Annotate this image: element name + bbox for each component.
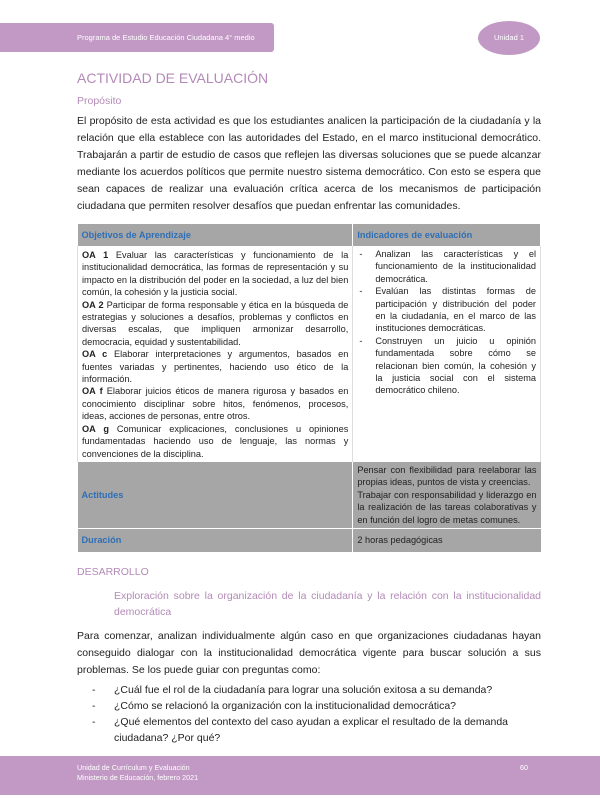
duration-value: 2 horas pedagógicas <box>353 528 541 552</box>
page-number: 60 <box>520 763 528 773</box>
objectives-list <box>82 249 348 460</box>
attitude-item: Pensar con flexibilidad para reelaborar las propias ideas, puntos de vista y creencias. <box>357 464 537 488</box>
indicator-item: - Analizan las características y el funcionamiento de la institucionalidad democrática. <box>357 248 536 285</box>
indicator-item: - Construyen un juicio u opinión fundamentada sobre cómo se relacionan bien común, la cohesión y la justicia social con el sistema democrático chileno. <box>357 335 536 397</box>
objective-text: Elaborar interpretaciones y argumentos, basados en fuentes variadas y pertinentes, haciendo uso ético de la información. <box>82 349 349 385</box>
attitudes-label: Actitudes <box>78 462 353 529</box>
footer-line-1: Unidad de Currículum y Evaluación <box>77 763 190 773</box>
objective-code: OA 1 <box>82 250 109 260</box>
objective-item <box>82 348 348 385</box>
objective-item <box>82 385 348 422</box>
objective-text: Evaluar las características y funcionamiento de la institucionalidad democrática, las formas de representación y su impacto en la distribución del poder en la sociedad, a luz del bien común, la cohesión y la justicia social. <box>82 250 349 298</box>
footer-line-2: Ministerio de Educación, febrero 2021 <box>77 773 199 783</box>
objectives-cell <box>78 246 353 462</box>
question-list <box>92 682 542 746</box>
page-title: ACTIVIDAD DE EVALUACIÓN <box>77 70 269 86</box>
duration-label: Duración <box>78 528 353 552</box>
purpose-heading: Propósito <box>77 95 122 107</box>
question-item: - ¿Cuál fue el rol de la ciudadanía para lograr una solución exitosa a su demanda? <box>92 682 542 698</box>
header-band <box>0 23 274 52</box>
footer <box>0 756 600 795</box>
purpose-text: El propósito de esta actividad es que los estudiantes analicen la participación de la ciudadanía y la relación que ella establece con las autoridades del Estado, en el marco institucional democrático. Trabajarán a partir de estudio de casos que reflejen las diversas soluciones que se puede alcanzar mediante los acuerdos políticos que permite nuestro sistema democrático. Con esto se espera que sean capaces de realizar una evaluación crítica acerca de los mecanismos de participación ciudadana que permiten resolver desafíos que puedan enfrentar las comunidades. <box>77 115 541 212</box>
development-heading: DESARROLLO <box>77 566 149 579</box>
objective-code: OA 2 <box>82 299 104 310</box>
page-header <box>0 0 600 60</box>
objective-item <box>82 299 348 349</box>
evaluation-table <box>77 224 541 552</box>
indicator-item: - Evalúan las distintas formas de participación y distribución del poder en la ciudadanía, en el marco de las instituciones democráticas. <box>357 285 536 335</box>
program-title: Programa de Estudio Educación Ciudadana 4° medio <box>77 33 255 42</box>
objective-text: Elaborar juicios éticos de manera rigurosa y basados en conocimiento disciplinar sobre hitos, fenómenos, procesos, ideas, acciones de personas, entre otros. <box>82 386 349 422</box>
indicators-cell <box>353 246 541 462</box>
objective-code: OA c <box>82 349 108 360</box>
objective-text: Comunicar explicaciones, conclusiones u opiniones fundamentadas haciendo uso de lenguaje, las normas y convenciones de la disciplina. <box>82 423 349 459</box>
section-heading: Exploración sobre la organización de la ciudadanía y la relación con la institucionalidad democrática <box>114 590 541 619</box>
objective-item <box>82 423 348 460</box>
objectives-header: Objetivos de Aprendizaje <box>78 224 353 246</box>
unit-badge: Unidad 1 <box>478 21 540 55</box>
development-intro: Para comenzar, analizan individualmente algún caso en que organizaciones ciudadanas hayan conseguido dialogar con la institucionalidad democrática vigente para buscar solución a sus problemas. Se los puede guiar con preguntas como: <box>77 630 541 677</box>
question-item: - ¿Qué elementos del contexto del caso ayudan a explicar el resultado de la demanda ciudadana? ¿Por qué? <box>92 714 542 746</box>
indicators-header: Indicadores de evaluación <box>353 224 541 246</box>
attitudes-cell <box>353 462 541 529</box>
objective-code: OA g <box>82 423 109 434</box>
question-item: - ¿Cómo se relacionó la organización con la institucionalidad democrática? <box>92 698 542 714</box>
objective-item <box>82 249 348 299</box>
objective-code: OA f <box>82 386 103 397</box>
objective-text: Participar de forma responsable y ética en la búsqueda de estrategias y soluciones a desafíos, problemas y conflictos en diversas escalas, que impliquen armonizar desarrollo, democracia, equidad y sustentabilidad. <box>82 299 349 347</box>
page-content <box>0 60 600 756</box>
attitude-item: Trabajar con responsabilidad y liderazgo en la realización de las tareas colaborativas y en función del logro de metas comunes. <box>357 489 537 525</box>
